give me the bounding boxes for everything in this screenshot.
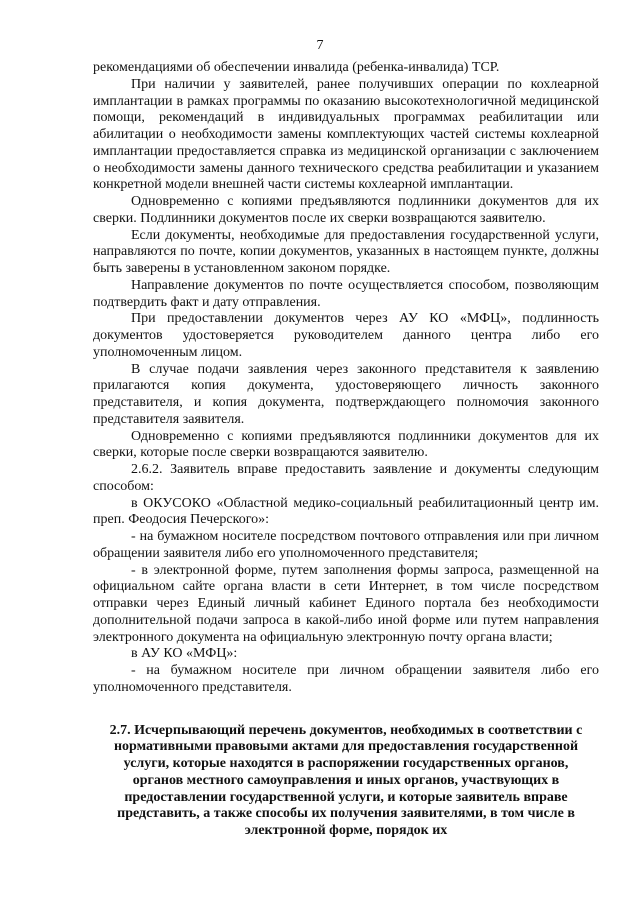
paragraph-2-6-2: 2.6.2. Заявитель вправе предоставить заявление и документы следующим способом: [93,462,599,494]
paragraph-mail-copies: Если документы, необходимые для предоставления государственной услуги, направляются по почте, копии документов, указанных в настоящем пункте, должны быть заверены в установленном законом порядке. [93,227,599,276]
paragraph-continuation: рекомендациями об обеспечении инвалида (ребенка-инвалида) ТСР. [93,60,500,75]
list-item-mfc-paper: - на бумажном носителе при личном обращении заявителя либо его уполномоченного представителя. [93,663,599,695]
document-body [93,60,599,840]
list-item-electronic: - в электронной форме, путем заполнения формы запроса, размещенной на официальном сайте органа власти в сети Интернет, в том числе посредством отправки через Единый личный кабинет Единого портала без необходимости дополнительной подачи запроса в какой-либо иной форме или путем направления электронного документа на официальную электронную почту органа власти; [93,562,599,645]
paragraph-cochlear-implant: При наличии у заявителей, ранее получивших операции по кохлеарной имплантации в рамках программы по оказанию высокотехнологичной медицинской помощи, рекомендаций в индивидуальных программах реабилитации или абилитации о необходимости замены комплектующих частей системы кохлеарной имплантации предоставляется справка из медицинской организации с заключением о необходимости замены данного технического средства реабилитации и указанием конкретной модели внешней части системы кохлеарной имплантации. [93,76,599,193]
section-heading-2-7: 2.7. Исчерпывающий перечень документов, необходимых в соответствии с нормативными правовыми актами для предоставления государственной услуги, которые находятся в распоряжении государственных органов, органов местного самоуправления и иных органов, участвующих в предоставлении государственной услуги, и которые заявитель вправе представить, а также способы их получения заявителями, в том числе в электронной форме, порядок их [109,722,583,838]
paragraph-originals-return: Одновременно с копиями предъявляются подлинники документов для их сверки, которые после сверки возвращаются заявителю. [93,428,599,461]
paragraph-mfc: в АУ КО «МФЦ»: [131,646,238,662]
paragraph-okusoko: в ОКУСОКО «Областной медико-социальный реабилитационный центр им. преп. Феодосия Печерского»: [93,495,599,528]
paragraph-mail-method: Направление документов по почте осуществляется способом, позволяющим подтвердить факт и дату отправления. [93,277,599,310]
paragraph-mfc-verification: При предоставлении документов через АУ КО «МФЦ», подлинность документов удостоверяется руководителем данного центра либо его уполномоченным лицом. [93,311,599,360]
page-number: 7 [316,38,324,53]
paragraph-originals-check: Одновременно с копиями предъявляются подлинники документов для их сверки. Подлинники документов после их сверки возвращаются заявителю. [93,194,599,226]
paragraph-legal-representative: В случае подачи заявления через законного представителя к заявлению прилагаются копия документа, удостоверяющего личность законного представителя, и копия документа, подтверждающего полномочия законного представителя заявителя. [93,361,599,427]
list-item-paper: - на бумажном носителе посредством почтового отправления или при личном обращении заявителя либо его уполномоченного представителя; [93,529,599,561]
